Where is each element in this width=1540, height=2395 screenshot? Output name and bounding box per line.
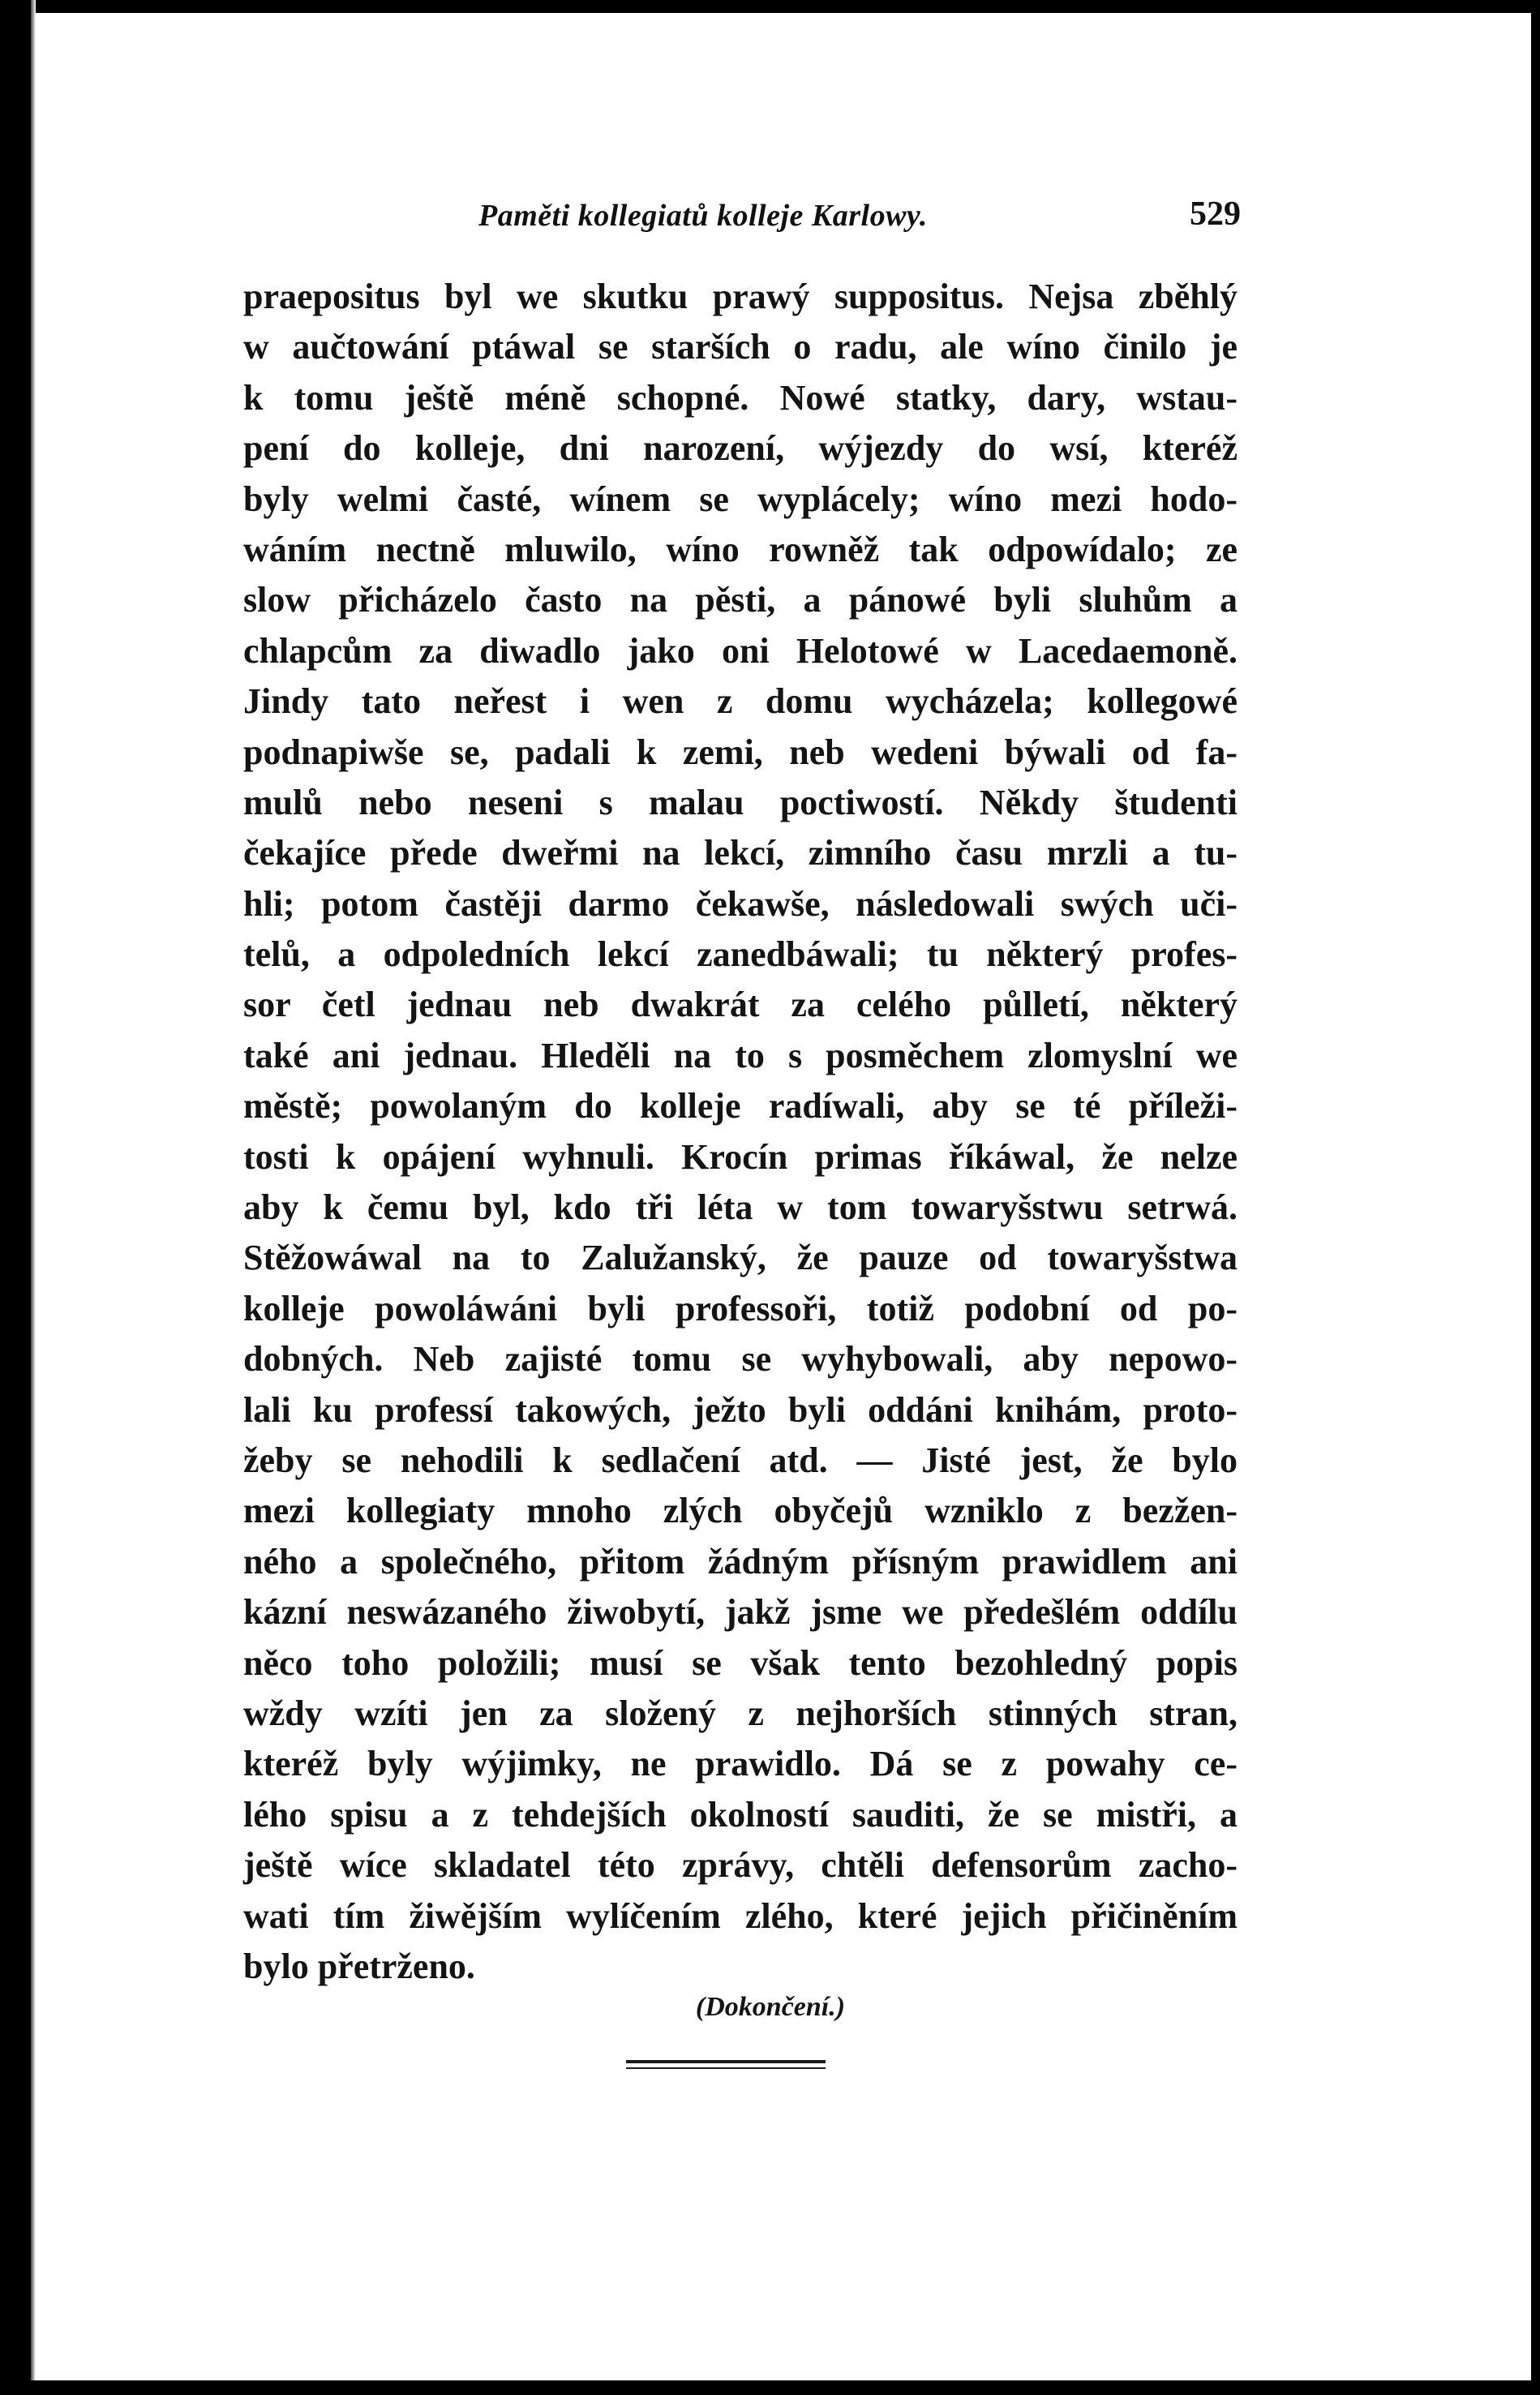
text-line: k tomu ještě méně schopné. Nowé statky, dary, wstau-: [243, 377, 1238, 418]
scan-border-top: [0, 0, 1540, 13]
text-line: kolleje powoláwáni byli professoři, totiž podobní od po-: [243, 1288, 1238, 1328]
text-line: kázní neswázaného žiwobytí, jakž jsme we předešlém oddílu: [243, 1592, 1238, 1633]
text-line: lého spisu a z tehdejších okolností sauditi, že se mistři, a: [243, 1794, 1238, 1835]
text-line: slow přicházelo často na pěsti, a pánowé byli sluhům a: [243, 580, 1238, 620]
scan-border-left: [0, 0, 31, 2395]
text-line: dobných. Neb zajisté tomu se wyhybowali, aby nepowo-: [243, 1339, 1238, 1380]
text-line: byly welmi časté, wínem se wyplácely; wíno mezi hodo-: [243, 479, 1238, 519]
text-line: lali ku professí takowých, ježto byli oddáni knihám, proto-: [243, 1389, 1238, 1430]
text-line: městě; powolaným do kolleje radíwali, aby se té příleži-: [243, 1086, 1238, 1127]
continuation-note: (Dokončení.): [695, 1992, 846, 2022]
text-line: hli; potom častěji darmo čekawše, následowali swých uči-: [243, 883, 1238, 924]
text-line: sor četl jednau neb dwakrát za celého půlletí, některý: [243, 985, 1238, 1025]
closing-rule-thick: [626, 2060, 826, 2063]
body-text: [243, 272, 1238, 1992]
scan-border-right: [1531, 0, 1540, 2395]
running-title: Paměti kollegiatů kolleje Karlowy.: [478, 199, 928, 233]
text-line: tosti k opájení wyhnuli. Krocín primas říkáwal, že nelze: [243, 1136, 1238, 1177]
text-line: w aučtowání ptáwal se starších o radu, ale wíno činilo je: [243, 327, 1238, 367]
text-line-final: bylo přetrženo.: [243, 1946, 475, 1986]
scan-border-bottom: [0, 2380, 1540, 2395]
text-line: pení do kolleje, dni narození, wýjezdy do wsí, kteréž: [243, 428, 1238, 469]
text-line: podnapiwše se, padali k zemi, neb wedeni býwali od fa-: [243, 732, 1238, 772]
text-line: wáním nectně mluwilo, wíno rowněž tak odpowídalo; ze: [243, 529, 1238, 569]
text-line: čekajíce přede dweřmi na lekcí, zimního času mrzli a tu-: [243, 833, 1238, 873]
text-line: wždy wzíti jen za složený z nejhorších stinných stran,: [243, 1693, 1238, 1733]
text-line: praepositus byl we skutku prawý suppositus. Nejsa zběhlý: [243, 277, 1238, 316]
text-line: Jindy tato neřest i wen z domu wycházela; kollegowé: [243, 681, 1238, 722]
text-line: telů, a odpoledních lekcí zanedbáwali; tu některý profes-: [243, 934, 1238, 975]
text-line: ného a společného, přitom žádným přísným prawidlem ani: [243, 1541, 1238, 1582]
text-line: aby k čemu byl, kdo tři léta w tom towaryšstwu setrwá.: [243, 1187, 1238, 1228]
text-line: něco toho položili; musí se však tento bezohledný popis: [243, 1642, 1238, 1683]
text-line: wati tím žiwějším wylíčením zlého, které jejich přičiněním: [243, 1895, 1238, 1936]
closing-rule-thin: [626, 2067, 826, 2069]
text-line: žeby se nehodili k sedlačení atd. — Jisté jest, že bylo: [243, 1440, 1238, 1480]
text-line: mulů nebo neseni s malau poctiwostí. Někdy študenti: [243, 782, 1238, 822]
text-line: také ani jednau. Hleděli na to s posměchem zlomyslní we: [243, 1035, 1238, 1075]
scan-border-left-shadow: [31, 0, 36, 2395]
text-line: mezi kollegiaty mnoho zlých obyčejů wzniklo z bezžen-: [243, 1491, 1238, 1531]
page-number: 529: [1190, 195, 1241, 233]
text-line: Stěžowáwal na to Zalužanský, že pauze od towaryšstwa: [243, 1238, 1238, 1278]
text-line: ještě wíce skladatel této zprávy, chtěli defensorům zacho-: [243, 1845, 1238, 1886]
text-line: kteréž byly wýjimky, ne prawidlo. Dá se z powahy ce-: [243, 1744, 1238, 1784]
text-line: chlapcům za diwadlo jako oni Helotowé w Lacedaemoně.: [243, 630, 1238, 671]
